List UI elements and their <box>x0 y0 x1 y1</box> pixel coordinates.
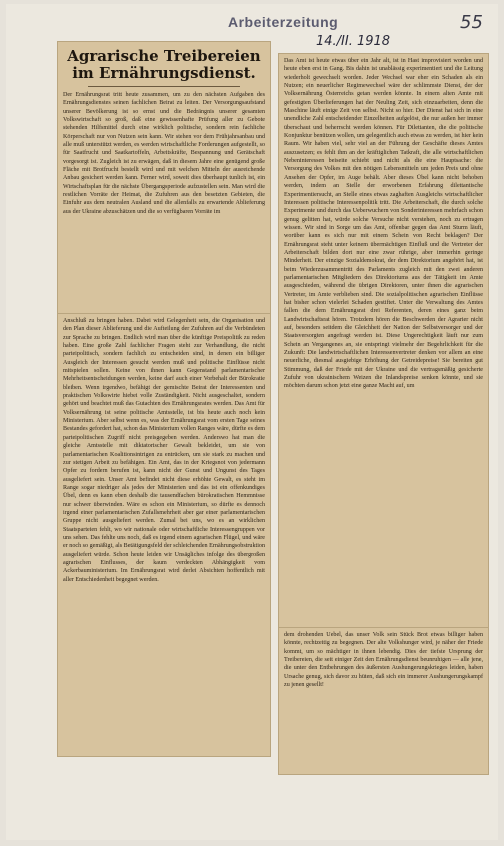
newspaper-stamp: Arbeiterzeitung <box>228 14 339 30</box>
article-text-col2: Anschluß zu bringen haben. Dabei wird Gelegenheit sein, die Organisation und den Plan dieser Ablieferung und die Aufteilung der Zufuhren auf die Verbündeten zur Sprache zu bringen. Endlich wird man über die künftige Preispolitik zu reden haben. Eine große Zahl fachlicher Fragen steht zur Verhandlung, die nicht parteipolitisch, sondern fachlich zu entscheiden sind, in denen ein billiger Ausgleich der Interessen gesucht werden muß und politische Einflüsse nicht mitspielen sollen. Keine von ihnen kann Gegenstand parlamentarischer Mehrheitsentscheidungen werden, keine darf auch einer Vorbehalt der Bürokratie bleiben. Wenn irgendwo, befähigt der gemischte Beirat der Interessenten und praktischen Volkswirte hiebei volle Zuständigkeit. Nicht ausgeschaltet, sondern gehört und beachtet muß das Gutachten des Ernährungsrates werden. Das Amt für Volksernährung ist seine politische Amtsstelle, ist bis heute auch noch kein Ministerium. Aber selbst wenn es, was der Ernährungsrat vom ersten Tage seines Bestandes gefordert hat, schon das Ministerium vollen Ranges wäre, dürfte es dem parteipolitischen Zugriff nicht preisgegeben werden. Anderswo hat man die gleiche Amtsstelle mit diktatorischer Gewalt bekleidet, um sie von parlamentarischen Koalitionsintrigen zu entrücken, um sie stark zu machen und zur stetigen Arbeit zu befähigen. Ein Amt, das in der Kriegsnot von jedermann Opfer zu fordern berufen ist, kann nicht der Gunst und Ungunst des Tages ausgeliefert sein. Unser Amt befindet nicht diese erhöhte Gewalt, es steht im Range sogar niedriger als jedes der Ministerien und das ist ein offenkundiges Übel, denn es kann eben deshalb die tausendfachen bürokratischen Hemmnisse nur schwer überwinden. Wäre es schon ein Ministerium, so dürfte es dennoch irgend einer parlamentarischen Zufallsmehrheit aber gar einer parlamentarischen Gruppe nicht ausgeliefert werden. Zumal bei uns, wo es an wirklichen Staatsparteien fehlt, wo wir nationale oder wirtschaftliche Interessengruppen vor uns sehen. Das fehlte uns noch, daß es irgend einem agrarischen Flügel, und wäre er noch so gemäßigt, als Betätigungsfeld der schleichenden Ernährungsobstruktion ausgeliefert würde. Schon heute leiden wir Unsägliches infolge des übergroßen agrarischen Einflusses, der kaum verdeckten Abhängigkeit vom Ackerbauministerium. Im Ernährungsrat wird derlei Absichten hoffentlich mit aller Entschiedenheit begegnet werden. <box>63 318 265 583</box>
handwritten-date: 14./II. 1918 <box>316 34 391 49</box>
clipping-column-1 <box>58 42 270 314</box>
clipping-column-4 <box>279 628 488 774</box>
article-headline: Agrarische Treibereien im Ernährungsdienst. <box>67 47 261 82</box>
article-text-col3: Das Amt ist heute etwas über ein Jahr alt, ist in Hast improvisiert worden und heute eben erst in Gang. Bis dahin ist unablässig experimentiert und die Leitung wiederholt gewechselt worden. Jeder Wechsel war eher ein Schaden als ein Nutzen; ein neuerlicher Regimewechsel wäre der schlimmste Dienst, der der Volksernährung Österreichs getan werden könnte. In einem alten Amte mit gefestigten Überlieferungen hat der Neuling Zeit, sich einzuarbeiten, denn die Maschine läuft einige Zeit von selbst. Nicht so hier. Der Dienst hat sich in eine unendliche Zahl entscheidender Einzelheiten aufgelöst, die nur außen her immer überschaut und beherrscht werden können. Für Dilettanten, die die politische Konjunktur benützen wollen, um gelegentlich auch etwas zu werden, ist hier kein Raum. Wir haben viel, sehr viel an der Führung der Geschäfte dieses Amtes auszusetzen; es fehlt ihm an der kräftiglichen Tatkraft, die alle wirtschaftlichen Nebeninteressen beiseite schiebt und nicht als die eine Hauptsache: die Versorgung des Volkes mit den nötigen Lebensmitteln um jeden Preis und ohne Ansehen der Opfer, im Auge behält. Aber dieses Übel kann nicht behoben werden, indem an Stelle der erworbenen Erfahrung dilettantische Experimentiersucht, an Stelle eines etwas zaghaften Ausgleichs wirtschaftlicher Interessen politische Interessenpolitik tritt. Die Arbeiterschaft, die durch solche Experimente und durch das Ueberwuchern von Sonderinteressen mehrfach schon genug gelitten hat, würde solche Versuche nicht verstehen, noch zu ertragen wissen. Wir sind in Sorge um das Amt, offenbar gegen das Amt Sturm läuft, worüber kann es sich nur mit einem Schein von Recht beklagen? Der Ernährungsrat steht unter keinem übermächtigen Einfluß und die Vertreter der Arbeiterschaft bilden dort nur eine zwar rührige, aber immerhin geringe Minderheit. Der einzige Sozialdemokrat, der dem Direktorium angehört hat, ist beim Wiederzusammentritt des Parlaments zugleich mit den zwei anderen parlamentarischen Mitgliedern des Direktoriums aus der Tätigkeit im Amte ausgeschieden, während die übrigen Direktoren, unter ihnen die agrarischen Vertreter, im Amte verblieben sind. Die sozialpolitischen agrarischen Einflüsse hat bisher schon vielerlei Schaden gestiftet. Unter die Verwaltung des Amtes fallen die dem Ernährungsrat drei Referenten, deren eines ganz beim Landwirtschaftsrat hören. Trotzdem hören die Beschwerden der Agrarier nicht auf, besonders seitdem die Gleichheit der Nation der Selbstversorger und der Staatsversorgten angefragt werden ist. Diese Ungerechtigkeit läuft nur zum Schein an Vergangenes an, sie entspringt vielmehr der Begehrlichkeit für die Zukunft: Die landwirtschaftlichen Interessenvertreter denken vor allem an eine neuerliche, diesmal ausgiebige Erhöhung der Getreidepreise! Sie bereiten gut Stimmung, daß der Friede mit der Ukraine und die vertragsmäßig gesicherte Zufuhr von ukrainischem Weizen die Inlandspreise senken könnte, und sie möchten darum schon jetzt eine ganze Macht auf, um <box>284 58 483 390</box>
clipping-column-3 <box>279 54 488 628</box>
clipping-column-2 <box>58 314 270 756</box>
headline-rule <box>88 86 240 87</box>
article-text-col1: Der Ernährungsrat tritt heute zusammen, um zu den nächsten Aufgaben des Ernährungsdienstes seinen fachlichen Beirat zu leiten. Der Versorgungsaufstand unserer Bevölkerung ist so ernst und die Bedrängnis unserer gesamten Volkswirtschaft so groß, daß eine gewissenhafte Prüfung aller zu Gebote stehenden Hilfsmittel durch eine wirklich politische, sondern rein fachliche Körperschaft nur von Nutzen sein kann. Wir stehen vor dem Frühjahrsanbau und alle muß unterstützt werden, es werden wirtschaftliche Forderungen aufgestellt, so für Saatfrucht und Saatkartoffeln, Arbeitskräfte, Bespannung und Gerätschaft vorgesorgt ist. Zugleich ist zu erwägen, daß in diesem Jahre eine genügend große Fläche mit Brotfrucht bestellt wird und mit welchen Mitteln der ausreichende Anbau gesichert werden kann. Ferner wird, soweit dies überhaupt tunlich ist, ein Wirtschaftsplan für die nächste Übergangsperiode aufzustellen sein. Man wird die restlichen Vorräte der Heimat, die Zufuhren aus den besetzten Gebieten, die Einfuhr aus dem neutralen Ausland und die allenfalls zu erwartende Ablieferung aus der Ukraine abzuschätzen und die so verfügbaren Vorräte im <box>63 92 265 215</box>
page-number: 55 <box>460 12 483 33</box>
article-text-col4: dem drohenden Uebel, das unser Volk sein Stück Brot etwas billiger haben könnte, rechtzeitig zu begegnen. Der alte Volkshunger wird, je näher der Friede kommt, um so mächtiger in ihnen lebendig. Dies der tiefste Ursprung der Treibereien, die seit einiger Zeit den Ernährungsdienst beunruhigen — alle jene, die unter den Entbehrungen des äußersten Aushungerungskrieges leiden, haben Ursache genug, sich davor zu hüten, daß sich ein immerer Aushungerungskampf zu jenen gesellt! <box>284 632 483 689</box>
